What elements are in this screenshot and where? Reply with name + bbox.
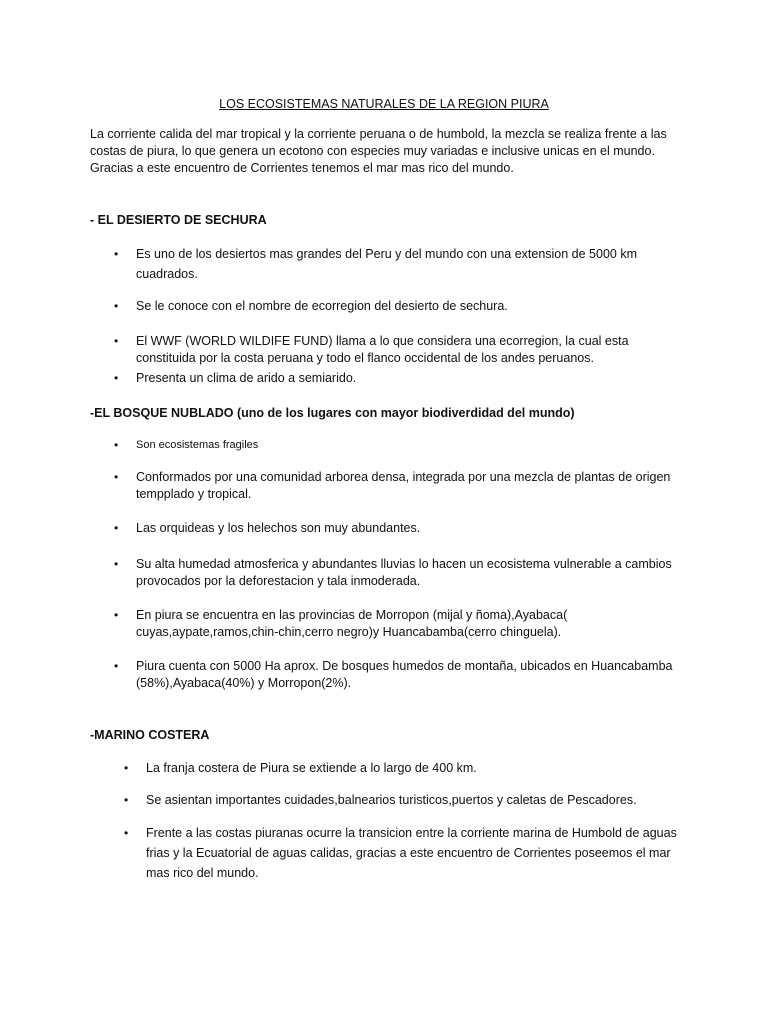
list-item: • Se le conoce con el nombre de ecorregion del desierto de sechura.: [114, 299, 508, 313]
list-item: • Se asientan importantes cuidades,balnearios turisticos,puertos y caletas de Pescadores.: [124, 793, 637, 807]
list-item: • Frente a las costas piuranas ocurre la transicion entre la corriente marina de Humbold de aguas frias y la Ecuatorial de aguas calidas, gracias a este encuentro de Corrientes poseemos el mar mas rico del mundo.: [124, 823, 686, 883]
bullet-icon: •: [114, 557, 119, 571]
list-item: • La franja costera de Piura se extiende a lo largo de 400 km.: [124, 761, 477, 775]
section-heading-desierto: - EL DESIERTO DE SECHURA: [90, 213, 267, 227]
bullet-icon: •: [114, 438, 119, 452]
list-item: • Piura cuenta con 5000 Ha aprox. De bosques humedos de montaña, ubicados en Huancabamba (58%),Ayabaca(40%) y Morropon(2%).: [114, 659, 673, 690]
bullet-icon: •: [124, 761, 129, 775]
bullet-icon: •: [114, 371, 119, 385]
bullet-icon: •: [114, 299, 119, 313]
list-item: • Su alta humedad atmosferica y abundantes lluvias lo hacen un ecosistema vulnerable a cambios provocados por la deforestacion y tala inmoderada.: [114, 557, 672, 588]
bullet-icon: •: [114, 247, 119, 261]
bullet-icon: •: [124, 793, 129, 807]
list-item: • Presenta un clima de arido a semiarido.: [114, 371, 357, 385]
list-item: • Son ecosistemas fragiles: [114, 438, 259, 452]
bullet-icon: •: [114, 521, 119, 535]
bullet-icon: •: [114, 608, 119, 622]
document-title: LOS ECOSISTEMAS NATURALES DE LA REGION PIURA: [219, 97, 549, 111]
list-item: • Las orquideas y los helechos son muy abundantes.: [114, 521, 421, 535]
section-heading-bosque: -EL BOSQUE NUBLADO (uno de los lugares con mayor biodiverdidad del mundo): [90, 406, 575, 420]
list-item: • El WWF (WORLD WILDIFE FUND) llama a lo que considera una ecorregion, la cual esta constituida por la costa peruana y todo el flanco occidental de los andes peruanos.: [114, 334, 629, 365]
section-heading-marino: -MARINO COSTERA: [90, 728, 210, 742]
intro-paragraph: La corriente calida del mar tropical y la corriente peruana o de humbold, la mezcla se realiza frente a las costas de piura, lo que genera un ecotono con especies muy variadas e inclusive unicas en el mundo. Gracias a este encuentro de Corrientes tenemos el mar mas rico del mundo.: [90, 127, 667, 175]
list-item: • Conformados por una comunidad arborea densa, integrada por una mezcla de plantas de origen tempplado y tropical.: [114, 470, 671, 501]
bullet-icon: •: [114, 470, 119, 484]
list-item: • Es uno de los desiertos mas grandes del Peru y del mundo con una extension de 5000 km cuadrados.: [114, 244, 674, 284]
bullet-icon: •: [114, 659, 119, 673]
list-item: • En piura se encuentra en las provincias de Morropon (mijal y ñoma),Ayabaca( cuyas,aypate,ramos,chin-chin,cerro negro)y Huancabamba(cerro chinguela).: [114, 608, 568, 639]
bullet-icon: •: [124, 826, 129, 840]
bullet-icon: •: [114, 334, 119, 348]
